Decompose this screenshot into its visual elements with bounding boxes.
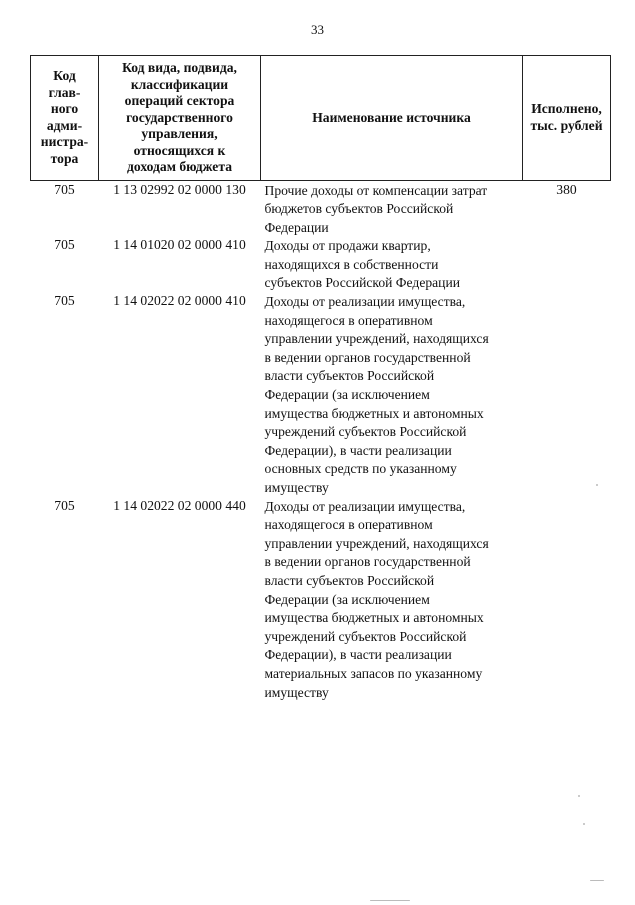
table-row: [31, 293, 611, 498]
header-line: управления,: [141, 126, 218, 141]
header-line: Наименование источника: [312, 109, 471, 125]
header-line: глав-: [48, 84, 81, 100]
executed-amount-cell: [523, 293, 611, 498]
source-name-line: Федерации), в части реализации: [264, 647, 452, 663]
source-name-line: управлении учреждений, находящихся: [264, 331, 489, 347]
source-name-line: материальных запасов по указанному: [264, 665, 483, 681]
executed-amount-cell: [523, 237, 611, 293]
header-line: адми-: [46, 117, 83, 133]
executed-amount-cell: [523, 498, 611, 703]
header-line: ного: [50, 101, 79, 117]
table-row: [31, 498, 611, 703]
source-name-line: Федерации (за исключением: [264, 387, 430, 403]
header-line: Код вида, подвида,: [122, 60, 237, 75]
source-name-cell: [261, 180, 523, 237]
source-name-line: имуществу: [264, 480, 329, 495]
classification-code-cell: 1 14 02022 02 0000 440: [113, 497, 246, 513]
page-number: 33: [311, 22, 324, 37]
source-name-line: учреждений субъектов Российской: [264, 424, 467, 440]
header-line: тыс. рублей: [530, 117, 603, 133]
scan-speck: [590, 880, 604, 881]
classification-code-cell: 1 14 02022 02 0000 410: [113, 293, 246, 309]
source-name-line: управлении учреждений, находящихся: [264, 535, 489, 551]
scan-speck: [596, 484, 598, 486]
header-line: доходам бюджета: [127, 159, 232, 174]
table-header-row: [31, 56, 611, 181]
admin-code-cell: 705: [54, 497, 75, 513]
source-name-line: бюджетов субъектов Российской: [264, 201, 454, 217]
header-line: относящихся к: [133, 142, 226, 158]
header-source-name: [261, 56, 523, 181]
header-line: Исполнено,: [531, 101, 602, 117]
source-name-cell: [261, 293, 523, 498]
table-body: [31, 180, 611, 702]
scan-speck: [583, 823, 585, 825]
revenue-table: [30, 55, 611, 702]
source-name-line: находящегося в оперативном: [264, 312, 433, 328]
classification-code-cell: 1 14 01020 02 0000 410: [113, 237, 246, 253]
source-name-line: Доходы от реализации имущества,: [264, 498, 466, 514]
source-name-line: в ведении органов государственной: [264, 349, 471, 365]
header-line: тора: [50, 150, 79, 166]
scan-speck: [578, 795, 580, 797]
source-name-line: власти субъектов Российской: [264, 368, 435, 384]
source-name-cell: [261, 498, 523, 703]
source-name-line: имущества бюджетных и автономных: [264, 405, 484, 421]
source-name-line: Федерации), в части реализации: [264, 442, 452, 458]
header-line: государственного: [126, 109, 233, 125]
source-name-line: Федерации (за исключением: [264, 591, 430, 607]
source-name-line: Федерации: [264, 219, 329, 235]
header-line: Код: [53, 68, 76, 84]
admin-code-cell: 705: [54, 181, 75, 197]
classification-code-cell: 1 13 02992 02 0000 130: [113, 181, 246, 197]
source-name-line: учреждений субъектов Российской: [264, 628, 467, 644]
admin-code-cell: 705: [54, 237, 75, 253]
executed-amount-cell: 380: [556, 181, 577, 197]
source-name-line: Доходы от реализации имущества,: [264, 294, 466, 310]
source-name-line: власти субъектов Российской: [264, 572, 435, 588]
header-executed-amount: [523, 56, 611, 181]
header-line: нистра-: [40, 134, 89, 150]
source-name-line: находящихся в собственности: [264, 256, 439, 272]
source-name-line: Прочие доходы от компенсации затрат: [264, 182, 488, 198]
source-name-line: имущества бюджетных и автономных: [264, 610, 484, 626]
table-row: [31, 237, 611, 293]
source-name-cell: [261, 237, 523, 293]
source-name-line: основных средств по указанному: [264, 461, 457, 477]
scan-speck: [370, 900, 410, 901]
header-line: классификации: [130, 76, 229, 92]
source-name-line: находящегося в оперативном: [264, 517, 433, 533]
source-name-line: Доходы от продажи квартир,: [264, 238, 431, 254]
source-name-line: в ведении органов государственной: [264, 554, 471, 570]
admin-code-cell: 705: [54, 293, 75, 309]
source-name-line: имуществу: [264, 684, 329, 700]
header-line: операций сектора: [124, 93, 235, 108]
source-name-line: субъектов Российской Федерации: [264, 275, 461, 291]
header-classification-code: [99, 56, 261, 181]
table-row: [31, 180, 611, 237]
header-admin-code: [31, 56, 99, 181]
